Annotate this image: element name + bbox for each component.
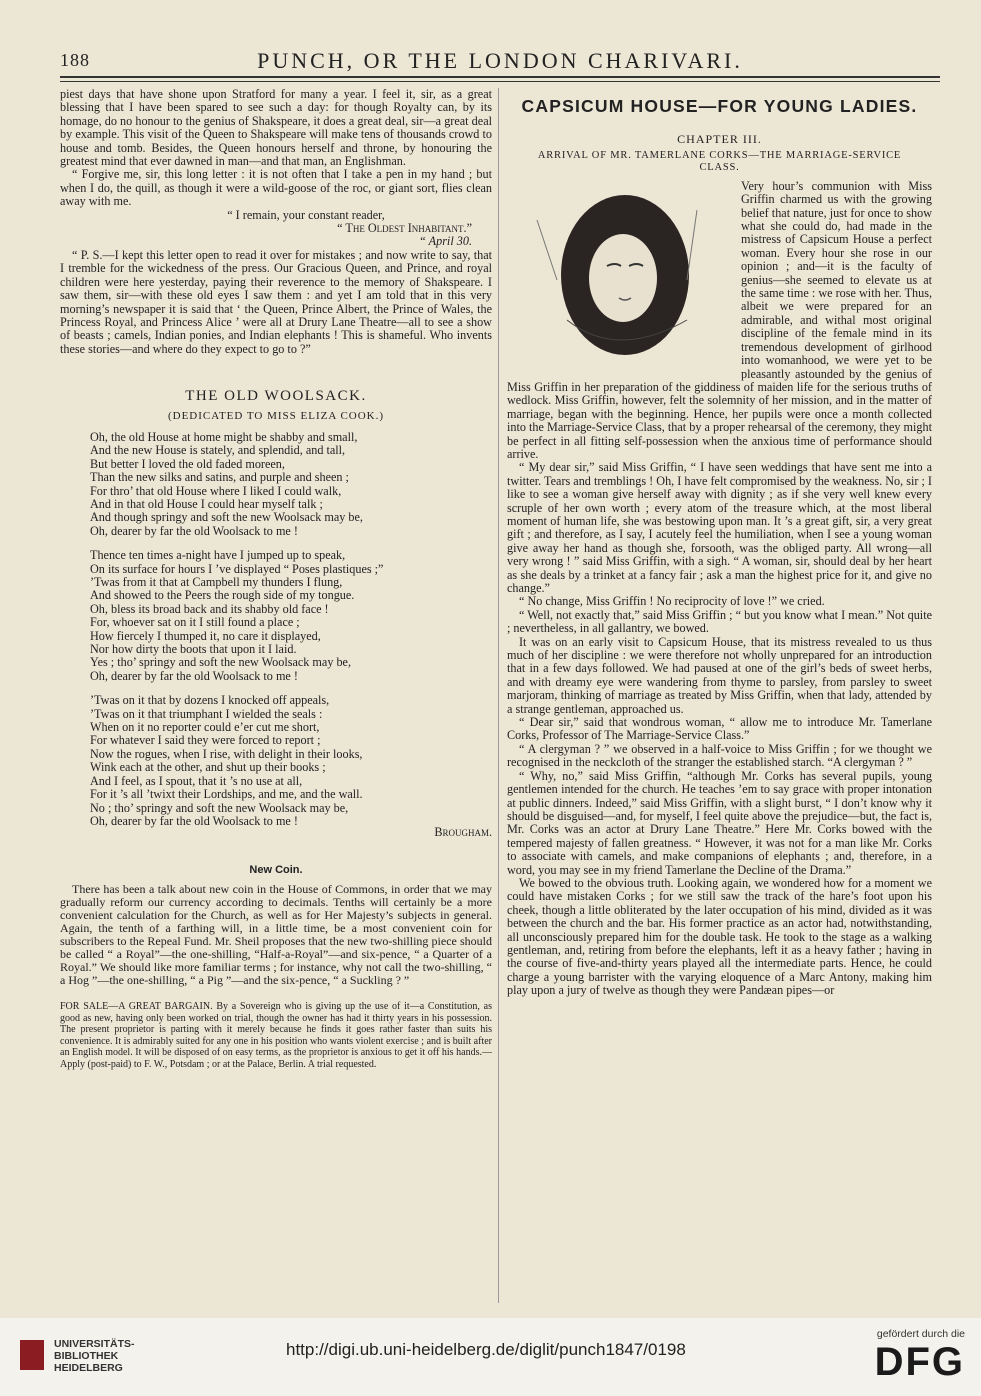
poem-line: Oh, dearer by far the old Woolsack to me ! [90, 813, 298, 828]
poem-line: Oh, dearer by far the old Woolsack to me ! [90, 668, 298, 683]
page-title: PUNCH, OR THE LONDON CHARIVARI. [257, 48, 743, 73]
source-url-link[interactable]: http://digi.ub.uni-heidelberg.de/diglit/punch1847/0198 [286, 1340, 686, 1359]
woolsack-title: THE OLD WOOLSACK. [185, 388, 367, 405]
story-paragraph: We bowed to the obvious truth. Looking again, we wondered how for a moment we could have mistaken Corks ; for we still saw the track of the hare’s foot upon his cheek, though a little obliterated by the later occupation of his mind, divided as it was between the church and the bar. His former practice as an actor had, notwithstanding, all unconsciously prepared him for the double task. He took to the stage as a walking gentleman, and, retiring from before the elephants, left it as a heavy father ; having in the course of five-and-thirty years played all the intermediate parts. Hence, he could charge a young barrister with the varying eloquence of a Marc Antony, making him play upon a jury of twelve as though they were Pandæan pipes—or [507, 875, 932, 998]
poem-stanza [90, 431, 492, 538]
poem-line: Yes ; tho’ springy and soft the new Woolsack may be, [90, 655, 352, 670]
left-column [60, 88, 492, 1070]
story-paragraph: It was on an early visit to Capsicum House, that its mistress revealed to us thus much of her discipline : we were therefore not wholly unprepared for an introduction that in a few days followed. We had paused at one of the girl’s beds of sweet herbs, and with dreamy eye were wandering from thyme to parsley, from parsley to sweet marjoram, thinking of marriage as treated by Miss Griffin, when that lady, attended by a strange gentleman, approached us. [507, 634, 932, 716]
page-number: 188 [60, 50, 90, 70]
story-paragraph: “ Well, not exactly that,” said Miss Griffin ; “ but you know what I mean.” Not quite ; nevertheless, in all gallantry, we bowed. [507, 607, 932, 636]
story-paragraph: “ No change, Miss Griffin ! No reciprocity of love !” we cried. [519, 594, 825, 609]
poem-line: How fiercely I thumped it, no care it displayed, [90, 628, 321, 643]
poem-line: Now the rogues, when I rise, with delight in their looks, [90, 746, 363, 761]
university-name-2: BIBLIOTHEK [54, 1350, 119, 1362]
sale-advertisement: FOR SALE—A GREAT BARGAIN. By a Sovereign who is giving up the use of it—a Constitution, as good as new, having only been worked on trial, though the owner has had it thirty years in his possession. The present proprietor is parting with it merely because he finds it goes rather faster than suits his convenience. It is admirably suited for any one in his position who wants violent exercise ; and is built after an English model. It will be disposed of on easy terms, as the proprietor is anxious to get it off his hands.—Apply (post-paid) to F. W., Potsdam ; or at the Palace, Berlin. A trial requested. [60, 1001, 492, 1070]
dfg-wordmark: DFG [874, 1340, 965, 1384]
letter-date: “ April 30. [419, 234, 472, 249]
capsicum-title: CAPSICUM HOUSE—FOR YOUNG LADIES. [521, 96, 918, 116]
poem-line: And the new House is stately, and splendid, and tall, [90, 443, 346, 458]
poem-stanza [90, 694, 492, 828]
university-name-3: HEIDELBERG [54, 1362, 123, 1374]
poem-line: Thence ten times a-night have I jumped up to speak, [90, 548, 346, 563]
coin-article: There has been a talk about new coin in the House of Commons, in order that we may gradually reform our currency according to decimals. Tenths will certainly be a more convenient calculation for the Church, as well as for Her Majesty’s subjects in general. Again, the tenth of a farthing will, in a little time, be a most convenient coin for subscribers to the Repeal Fund. Mr. Sheil proposes that the new two-shilling piece should be called “ a Royal”—the one-shilling, “Half-a-Royal”—and six-pence, “ a Quarter of a Royal.” We should like more familiar terms ; for instance, why not call the two-shilling, “ a Hog ”—the one-shilling, “ a Pig ”—and the six-pence, “ a Suckling ? ” [60, 882, 492, 988]
postscript: “ P. S.—I kept this letter open to read it over for mistakes ; and now write to say, that I tremble for the wickedness of the press. Our Gracious Queen, and Prince, and royal children were here yesterday, paying their reverence to the memory of Shakspeare. I saw them, sir—with these old eyes I saw them : and yet I am told that in this very morning’s newspaper it is said that ‘ the Queen, Prince Albert, the Prince of Wales, the Princess Royal, and Princess Alice ’ were all at Drury Lane Theatre—all to see a show of beasts ; camels, Indian ponies, and Indian elephants ! This is shameful. Who invents these stories—and where do they expect to go to ?” [60, 247, 492, 356]
dfg-logo[interactable] [875, 1328, 965, 1384]
page-header [60, 46, 940, 76]
university-logo[interactable] [20, 1338, 135, 1374]
poem-line: Oh, bless its broad back and its shabby old face ! [90, 601, 329, 616]
story-paragraph: “ Why, no,” said Miss Griffin, “although Mr. Corks has several pupils, young gentlemen intended for the church. He teaches ’em to say grace with proper intonation at public dinners. Indeed,” said Miss Griffin, with a slight burst, “ I don’t know why it should be disguised—and, for myself, I feel quite above the prejudice—but, the fact is, Mr. Corks was an actor at Drury Lane Theatre.” Here Mr. Corks bowed with the tempered majesty of fallen greatness. “ However, it was not for a man like Mr. Corks to associate with camels, and make companions of elephants ; and, therefore, in a word, you may see in my friend Tamerlane the Decline of the Drama.” [507, 768, 932, 877]
poem-line: Wink each at the other, and shut up their books ; [90, 760, 326, 775]
funded-by-label: gefördert durch die [876, 1328, 965, 1340]
column-divider [498, 88, 499, 1303]
story-paragraph: “ A clergyman ? ” we observed in a half-voice to Miss Griffin ; for we thought we recognised in the neckcloth of the stranger the established starch. “A clergyman ? ” [507, 741, 932, 770]
signoff: “ I remain, your constant reader, [227, 207, 385, 222]
poem-line: ’Twas on it that triumphant I wielded the seals : [90, 706, 323, 721]
poem-line: ’Twas on it that by dozens I knocked off appeals, [90, 693, 330, 708]
poem-signature: Brougham. [434, 825, 492, 840]
poem-line: On its surface for hours I ’ve displayed “ Poses plastiques ;” [90, 561, 384, 576]
coin-title: New Coin. [249, 863, 303, 876]
poem-line: And in that old House I could hear myself talk ; [90, 496, 323, 511]
poem-line: For it ’s all ’twixt their Lordships, and me, and the wall. [90, 787, 363, 802]
portrait-illustration [507, 180, 735, 370]
poem-line: No ; tho’ springy and soft the new Woolsack may be, [90, 800, 349, 815]
poem-line: ’Twas from it that at Campbell my thunders I flung, [90, 575, 343, 589]
story-paragraph: “ Dear sir,” said that wondrous woman, “ allow me to introduce Mr. Tamerlane Corks, Professor of The Marriage-Service Class.” [507, 715, 932, 743]
poem-line: For thro’ that old House where I liked I could walk, [90, 483, 342, 498]
poem-line: Oh, the old House at home might be shabby and small, [90, 429, 358, 444]
poem-line: For whatever I said they were forced to report ; [90, 733, 321, 748]
header-rule [60, 76, 940, 78]
university-name-1: UNIVERSITÄTS- [54, 1338, 135, 1350]
letter-paragraph: piest days that have shone upon Stratford for many a year. I feel it, sir, as a great blessing that I have been spared to see such a day: for though Royalty can, by its homage, do no honour to the genius of Shakspeare, it does a great deal, sir—a great deal by example. This visit of the Queen to Shakspeare will make tens of thousands crowd to house and tomb. Besides, the Queen honours herself and throne, by honouring the greatest mind that ever dawned in man—and that man, an Englishman. [60, 87, 492, 169]
header-rule-thin [60, 81, 940, 82]
chapter-heading: CHAPTER III. [677, 132, 762, 147]
letter-paragraph: “ Forgive me, sir, this long letter : it is not often that I take a pen in my hand ; but when I do, the quill, as though it were a wild-goose of the roc, or giant sort, flies clean away with me. [60, 167, 492, 209]
story-paragraph: Very hour’s communion with Miss Griffin charmed us with the growing belief that nature, just for once to show what she could do, had made in the mistress of Capsicum House a perfect woman. Every hour she rose in our opinion ; and—it is the faculty of genius—she seemed to elevate us at the same time : we rose with her. Thus, albeit we were prepared for an admirable, and withal most original discipline of the female mind in its tremendous development of girlhood into womanhood, we were yet to be pleasantly astounded by the genius of Miss Griffin in her preparation of the giddiness of maiden life for the serious truths of wedlock. Miss Griffin, however, felt the solemnity of her mission, and in the matter of marriage, began with the beginning. Hence, her pupils were once a month collected into the Marriage-Service Class, that by a proper rehearsal of the ceremony, they might be perfect in all fitting self-possession when the anxious time of performance should arrive. [507, 178, 932, 461]
poem-line: Oh, dearer by far the old Woolsack to me ! [90, 523, 298, 538]
story-paragraph: “ My dear sir,” said Miss Griffin, “ I have seen weddings that have sent me into a twitter. Tears and tremblings ! Oh, I have felt compromised by the weakness. No, sir ; I like to see a woman give herself away with dignity ; as if she very well knew every scruple of her own worth ; every atom of the treasure which, at the most liberal moment of human life, she was bestowing upon man. It ’s a great gift, sir, a very great gift ; and therefore, as I say, I acutely feel the humiliation, when I see a young woman give away her hand as though she, forsooth, was the obliged party. All wrong—all very wrong ! ” said Miss Griffin, with a sigh. “ A woman, sir, should deal by her heart as she deals by a trinket at a fancy fair ; ask a man the highest price for it, and give no change.” [507, 460, 932, 595]
poem-line: But better I loved the old faded moreen, [90, 456, 285, 471]
poem-stanza [90, 549, 492, 683]
poem-line: Nor how dirty the boots that upon it I laid. [90, 642, 297, 657]
poem-line: For, whoever sat on it I still found a place ; [90, 615, 300, 630]
poem-line: And though springy and soft the new Woolsack may be, [90, 510, 363, 525]
poem-line: When on it no reporter could e’er cut me short, [90, 720, 320, 735]
poem-line: Than the new silks and satins, and purple and sheen ; [90, 470, 349, 485]
library-crest-icon [20, 1340, 44, 1370]
viewer-footer [0, 1318, 981, 1396]
signoff-name: “ The Oldest Inhabitant.” [337, 221, 472, 236]
chapter-subtitle: ARRIVAL OF MR. TAMERLANE CORKS—THE MARRIAGE-SERVICE CLASS. [537, 149, 902, 173]
poem-line: And showed to the Peers the rough side of my tongue. [90, 588, 355, 603]
poem-line: And I feel, as I spout, that it ’s no use at all, [90, 773, 303, 788]
right-column [507, 96, 932, 998]
woolsack-dedication: (DEDICATED TO MISS ELIZA COOK.) [167, 409, 385, 422]
poem [60, 431, 492, 828]
